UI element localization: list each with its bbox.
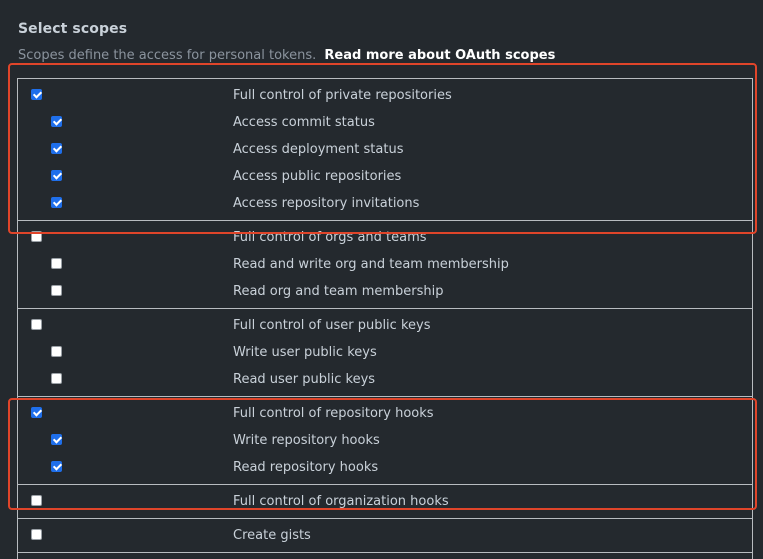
oauth-scopes-link[interactable]: Read more about OAuth scopes bbox=[324, 48, 556, 63]
scope-row-child bbox=[18, 279, 752, 306]
scope-label: Full control of repository hooks bbox=[233, 406, 434, 421]
scope-row-parent bbox=[18, 225, 752, 252]
scope-row-child bbox=[18, 110, 752, 137]
scope-label: Write repository hooks bbox=[233, 433, 380, 448]
checkbox-checked[interactable] bbox=[51, 461, 62, 472]
scope-label: Access commit status bbox=[233, 115, 375, 130]
section-title: Select scopes bbox=[18, 21, 128, 37]
scope-row-parent bbox=[18, 83, 752, 110]
scope-row-child bbox=[18, 252, 752, 279]
checkbox-unchecked[interactable] bbox=[31, 231, 42, 242]
checkbox-unchecked[interactable] bbox=[31, 495, 42, 506]
checkbox-checked[interactable] bbox=[51, 116, 62, 127]
scope-row-child bbox=[18, 428, 752, 455]
scope-label: Full control of user public keys bbox=[233, 318, 431, 333]
scope-group bbox=[18, 485, 752, 519]
scope-group bbox=[18, 309, 752, 397]
checkbox-checked[interactable] bbox=[51, 434, 62, 445]
scope-row-child bbox=[18, 367, 752, 394]
scope-label: Access repository invitations bbox=[233, 196, 420, 211]
scope-group bbox=[18, 79, 752, 221]
scope-label: Create gists bbox=[233, 528, 311, 543]
scope-row-child bbox=[18, 191, 752, 218]
scope-label: Full control of private repositories bbox=[233, 88, 452, 103]
scope-label: Access public repositories bbox=[233, 169, 402, 184]
checkbox-unchecked[interactable] bbox=[51, 258, 62, 269]
checkbox-checked[interactable] bbox=[31, 407, 42, 418]
scope-label: Full control of organization hooks bbox=[233, 494, 449, 509]
checkbox-unchecked[interactable] bbox=[51, 285, 62, 296]
scope-label: Read user public keys bbox=[233, 372, 376, 387]
scope-group bbox=[18, 221, 752, 309]
checkbox-unchecked[interactable] bbox=[51, 346, 62, 357]
scope-label: Read org and team membership bbox=[233, 284, 444, 299]
description-text: Scopes define the access for personal tokens. bbox=[18, 48, 317, 63]
checkbox-unchecked[interactable] bbox=[31, 529, 42, 540]
scope-label: Read and write org and team membership bbox=[233, 257, 509, 272]
scope-label: Read repository hooks bbox=[233, 460, 379, 475]
scope-group bbox=[18, 519, 752, 553]
scope-label: Full control of orgs and teams bbox=[233, 230, 427, 245]
checkbox-checked[interactable] bbox=[31, 89, 42, 100]
scope-row-child bbox=[18, 137, 752, 164]
scope-row-parent bbox=[18, 401, 752, 428]
scope-label: Access deployment status bbox=[233, 142, 404, 157]
scope-row-parent bbox=[18, 523, 752, 550]
scope-label: Write user public keys bbox=[233, 345, 377, 360]
checkbox-unchecked[interactable] bbox=[31, 319, 42, 330]
section-description bbox=[18, 48, 555, 63]
checkbox-checked[interactable] bbox=[51, 197, 62, 208]
scope-group bbox=[18, 397, 752, 485]
scope-row-child bbox=[18, 164, 752, 191]
checkbox-checked[interactable] bbox=[51, 143, 62, 154]
scope-row-parent bbox=[18, 489, 752, 516]
checkbox-checked[interactable] bbox=[51, 170, 62, 181]
scope-row-parent bbox=[18, 313, 752, 340]
scope-row-child bbox=[18, 455, 752, 482]
scope-row-child bbox=[18, 340, 752, 367]
checkbox-unchecked[interactable] bbox=[51, 373, 62, 384]
scopes-table bbox=[17, 78, 753, 559]
